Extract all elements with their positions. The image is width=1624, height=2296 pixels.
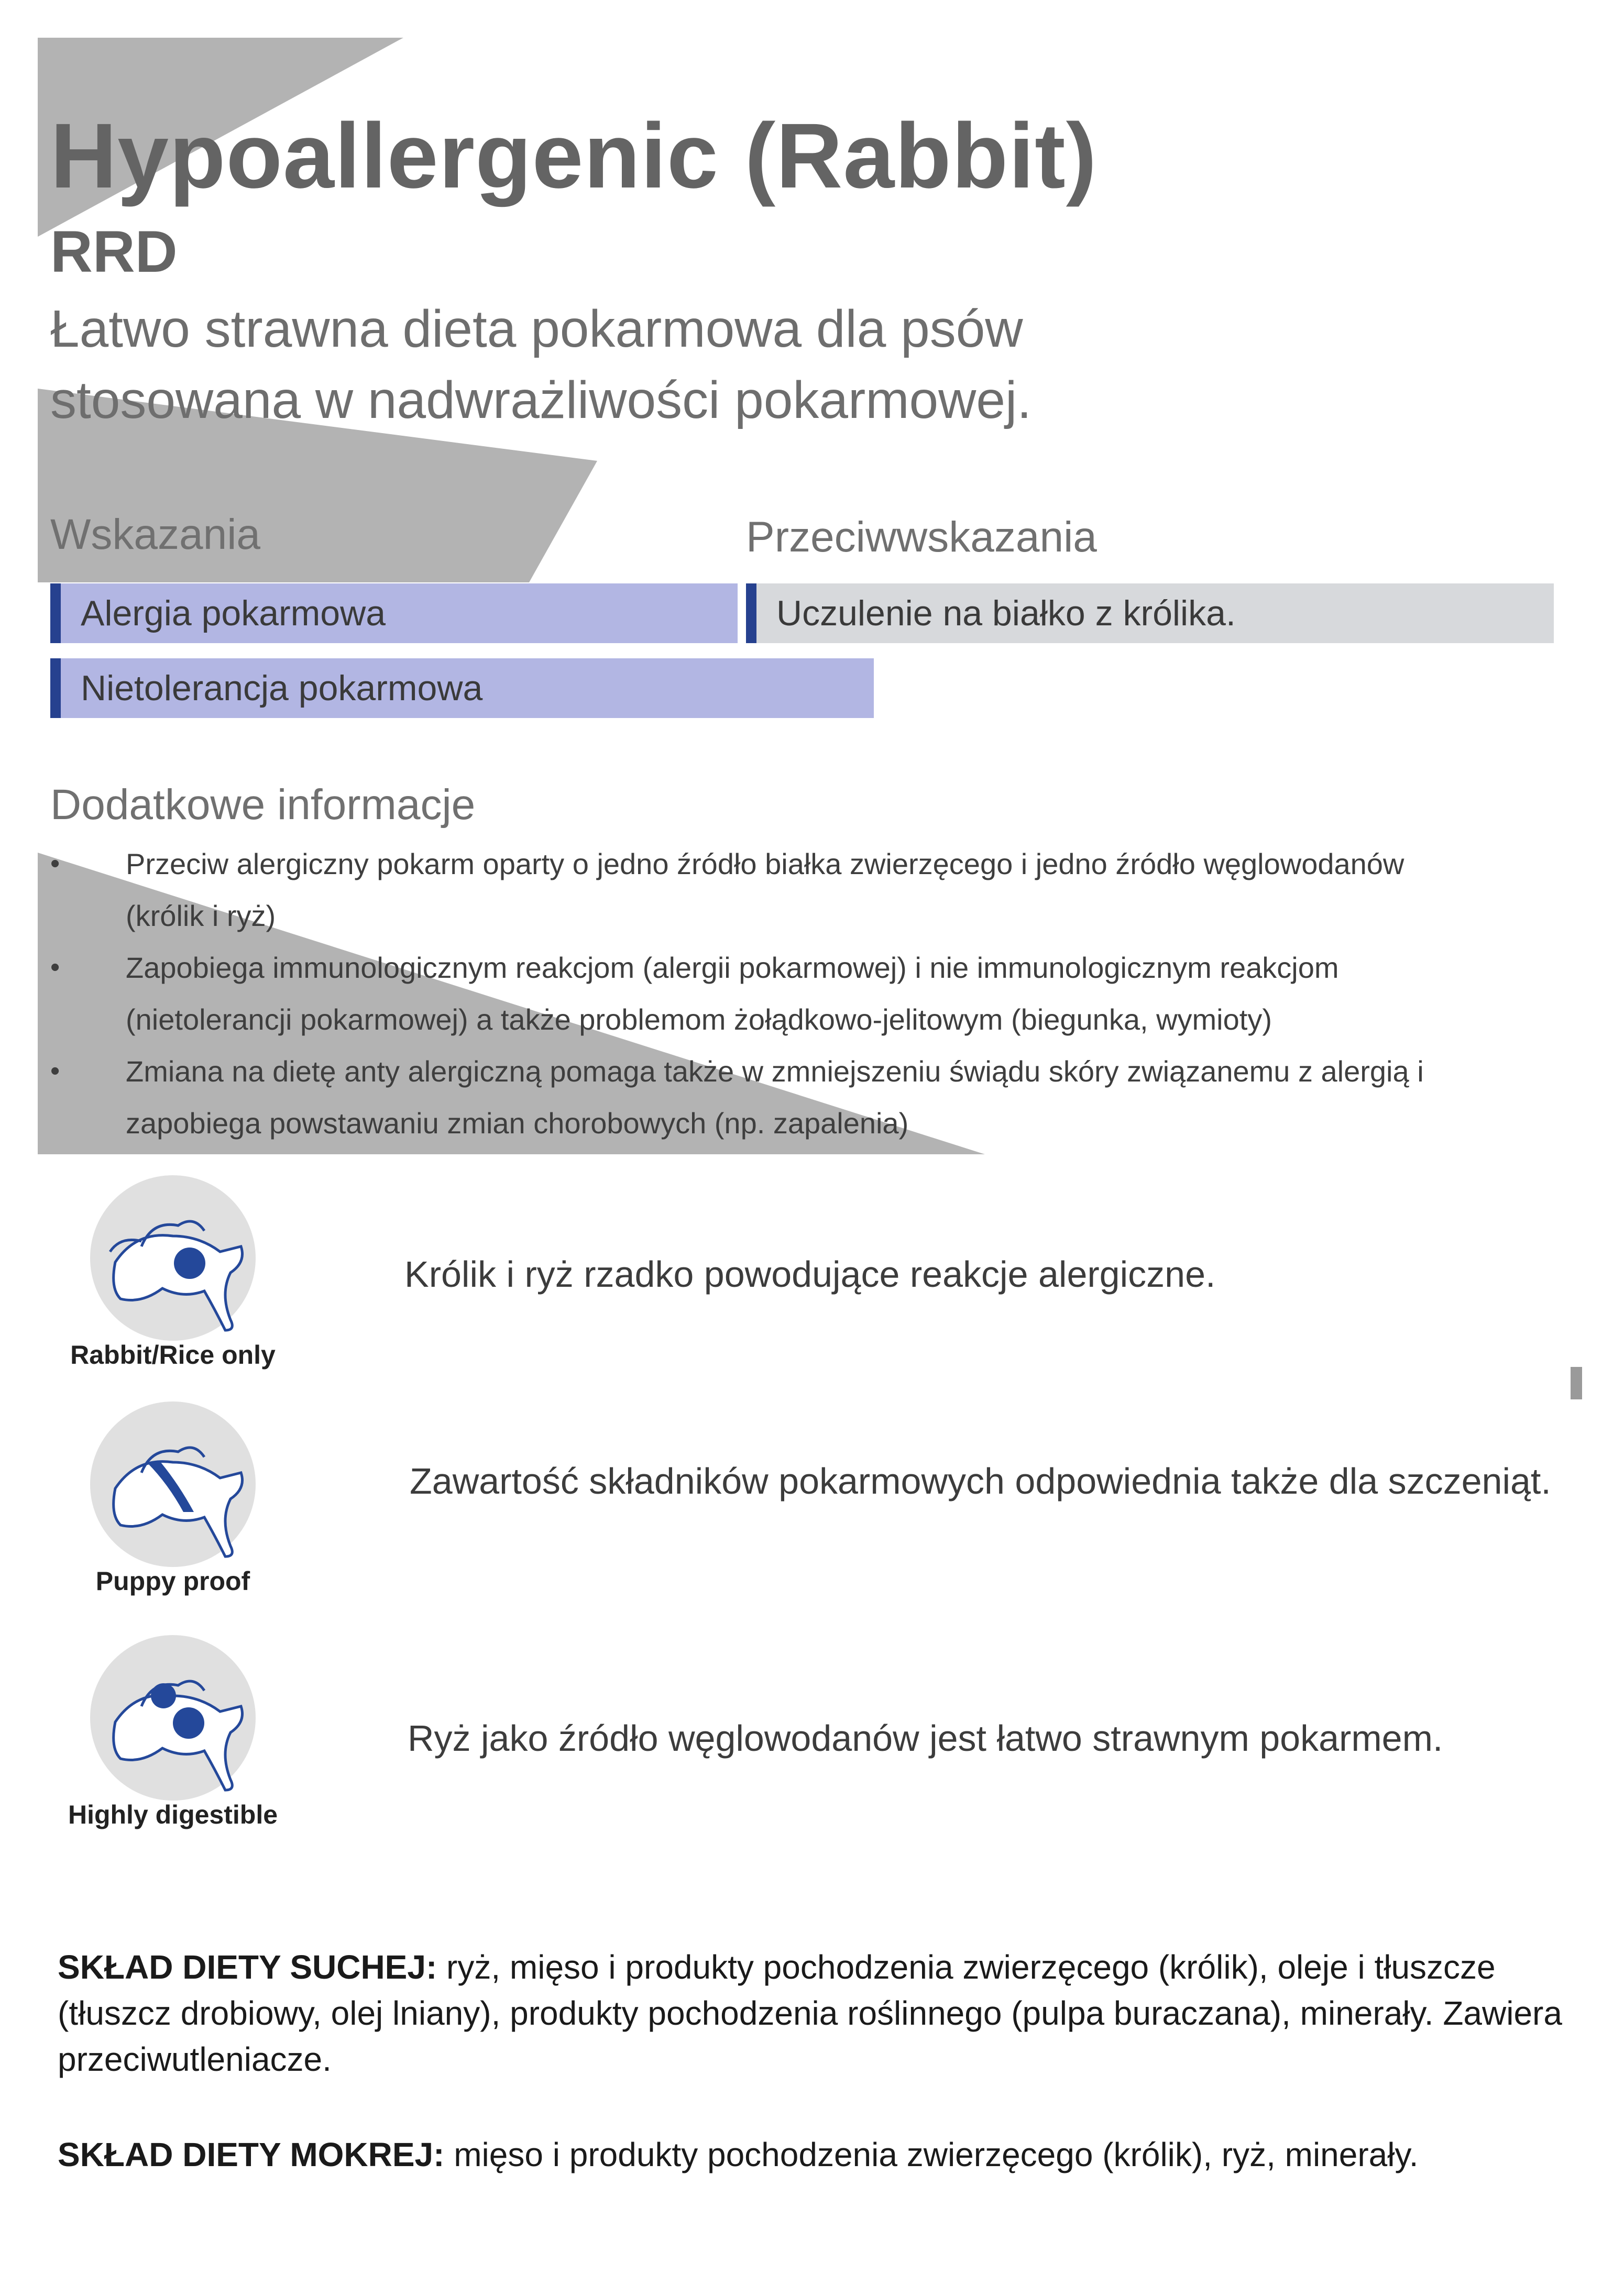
feature-text: Zawartość składników pokarmowych odpowiednia także dla szczeniąt.	[410, 1461, 1551, 1502]
page-edge-marker	[1571, 1367, 1582, 1399]
contraindications-heading: Przeciwwskazania	[746, 513, 1097, 561]
feature-caption: Puppy proof	[95, 1566, 250, 1596]
dry-diet-composition	[58, 1944, 1566, 2082]
feature-text: Ryż jako źródło węglowodanów jest łatwo strawnym pokarmem.	[408, 1718, 1443, 1759]
list-item: • Zmiana na dietę anty alergiczną pomaga także w zmniejszeniu świądu skóry związanemu z alergią i zapobiega powstawaniu zmian chorobowych (np. zapalenia)	[50, 1045, 1465, 1149]
page-title: Hypoallergenic (Rabbit)	[50, 105, 1098, 207]
additional-info-list	[50, 838, 1465, 1149]
indication-tag: Nietolerancja pokarmowa	[50, 658, 874, 718]
feature-badge	[63, 1399, 283, 1619]
dog-jumping-dot-icon	[63, 1173, 283, 1362]
feature-badge	[63, 1633, 283, 1853]
wet-diet-composition	[58, 2132, 1566, 2178]
list-item: • Przeciw alergiczny pokarm oparty o jedno źródło białka zwierzęcego i jedno źródło węglowodanów (królik i ryż)	[50, 838, 1465, 942]
feature-badge	[63, 1173, 283, 1393]
indications-heading: Wskazania	[50, 511, 261, 558]
list-item: • Zapobiega immunologicznym reakcjom (alergii pokarmowej) i nie immunologicznym reakcjom (nietolerancji pokarmowej) a także problemom żołądkowo-jelitowym (biegunka, wymioty)	[50, 942, 1465, 1045]
dry-diet-label: SKŁAD DIETY SUCHEJ:	[58, 1948, 437, 1986]
feature-caption: Highly digestible	[68, 1800, 278, 1829]
wet-diet-label: SKŁAD DIETY MOKREJ:	[58, 2136, 445, 2173]
feature-caption: Rabbit/Rice only	[70, 1340, 276, 1370]
dog-jumping-two-dots-icon	[63, 1633, 283, 1822]
wet-diet-text: mięso i produkty pochodzenia zwierzęcego (królik), ryż, minerały.	[444, 2136, 1419, 2173]
page-subtitle: Łatwo strawna dieta pokarmowa dla psów stosowana w nadwrażliwości pokarmowej.	[50, 300, 1032, 429]
dry-diet-text: ryż, mięso i produkty pochodzenia zwierzęcego (królik), oleje i tłuszcze (tłuszcz drobiowy, olej lniany), produkty pochodzenia roślinnego (pulpa buraczana), minerały. Zawiera przeciwutleniacze.	[58, 1948, 1562, 2078]
additional-info-heading: Dodatkowe informacje	[50, 781, 476, 829]
product-code: RRD	[50, 219, 178, 284]
contraindication-tag: Uczulenie na białko z królika.	[746, 583, 1554, 643]
feature-text: Królik i ryż rzadko powodujące reakcje alergiczne.	[404, 1254, 1216, 1295]
indication-tag: Alergia pokarmowa	[50, 583, 738, 643]
dog-jumping-band-icon	[63, 1399, 283, 1588]
